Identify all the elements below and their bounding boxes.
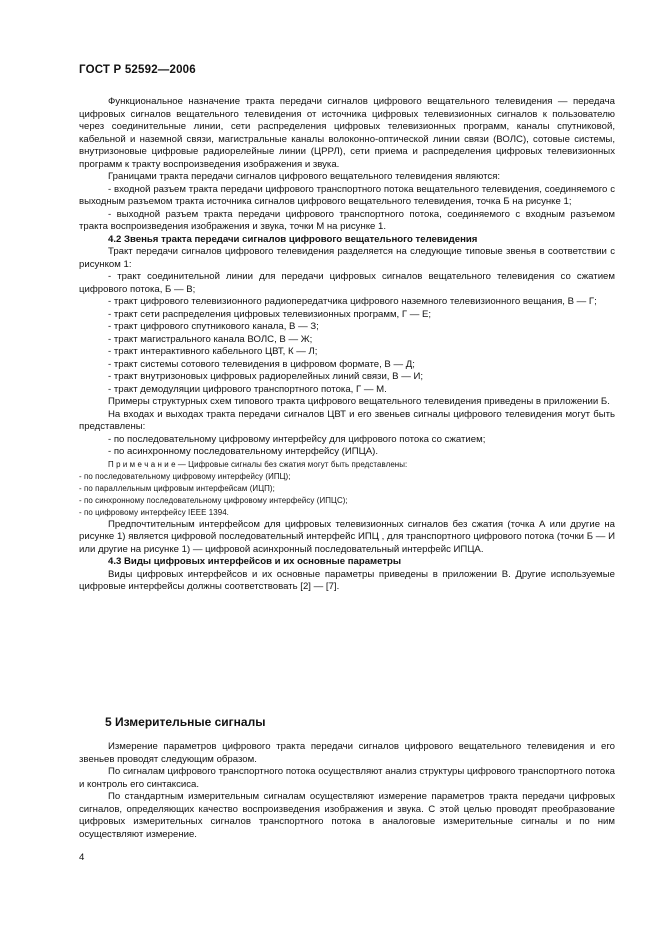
note-item: - по синхронному последовательному цифровому интерфейсу (ИПЦС); — [79, 495, 348, 505]
paragraph: Измерение параметров цифрового тракта передачи сигналов цифрового вещательного телевидения и его звеньев проводят следующим образом. — [79, 741, 615, 765]
list-item: - тракт внутризоновых цифровых радиорелейных линий связи, В — И; — [108, 371, 424, 382]
paragraph: - входной разъем тракта передачи цифрового транспортного потока вещательного телевидения, соединяемого с выходным разъемом тракта источника сигналов цифрового вещательного телевидения, точка Б на рисунке 1; — [79, 183, 615, 207]
document-header: ГОСТ Р 52592—2006 — [79, 64, 196, 76]
paragraph: Функциональное назначение тракта передачи сигналов цифрового вещательного телевидения — передача цифровых сигналов вещательного телевидения от источника цифровых телевизионных сигналов к пользователю через соединительные линии, сети распределения цифровых телевизионных программ, каналы спутниковой, кабельной и наземной связи, магистральные каналы волоконно-оптической линии связи (ВОЛС), сотовые системы, внутризоновые цифровые радиорелейные линии (ЦРРЛ), сети приема и распределения цифровых телевизионных программ к тракту воспроизведения изображения и звука. — [79, 96, 615, 170]
list-item: - тракт цифрового телевизионного радиопередатчика цифрового наземного телевизионного вещания, В — Г; — [108, 296, 597, 307]
subsection-title-4-2: 4.2 Звенья тракта передачи сигналов цифрового вещательного телевидения — [108, 233, 478, 245]
note-title: П р и м е ч а н и е — Цифровые сигналы без сжатия могут быть представлены: — [108, 459, 408, 469]
paragraph: На входах и выходах тракта передачи сигналов ЦВТ и его звеньев сигналы цифрового телевидения могут быть представлены: — [79, 408, 615, 432]
list-item: - тракт магистрального канала ВОЛС, В — Ж; — [108, 333, 313, 345]
list-item: - по последовательному цифровому интерфейсу для цифрового потока со сжатием; — [108, 433, 486, 445]
main-text — [79, 96, 615, 594]
paragraph: Тракт передачи сигналов цифрового телевидения разделяется на следующие типовые звенья в соответствии с рисунком 1: — [79, 246, 615, 270]
note-item: - по цифровому интерфейсу IEEE 1394. — [79, 507, 229, 517]
list-item: - тракт соединительной линии для передачи цифровых сигналов вещательного телевидения со сжатием цифрового потока, Б — В; — [79, 271, 615, 295]
subsection-title-4-3: 4.3 Виды цифровых интерфейсов и их основные параметры — [108, 556, 402, 568]
list-item: - тракт демодуляции цифрового транспортного потока, Г — М. — [108, 383, 387, 395]
page-number: 4 — [79, 852, 85, 863]
section-5 — [79, 715, 615, 841]
paragraph: Виды цифровых интерфейсов и их основные параметры приведены в приложении В. Другие используемые цифровые интерфейсы должны соответствовать [2] — [7]. — [79, 568, 615, 593]
paragraph: Примеры структурных схем типового тракта цифрового вещательного телевидения приведены в приложении Б. — [108, 396, 610, 407]
paragraph: По стандартным измерительным сигналам осуществляют измерение параметров тракта передачи цифровых сигналов, определяющих качество воспроизведения изображения и звука. С этой целью проводят преобразование цифровых измерительных сигналов транспортного потока в аналоговые измерительные сигналы и по ним осуществляют измерение. — [79, 791, 615, 840]
section-title-5: 5 Измерительные сигналы — [105, 715, 266, 729]
note-item: - по последовательному цифровому интерфейсу (ИПЦ); — [79, 471, 291, 481]
paragraph: - выходной разъем тракта передачи цифрового транспортного потока, соединяемого с входным разъемом тракта воспроизведения изображения и звука, точки М на рисунке 1. — [79, 208, 615, 232]
list-item: - тракт системы сотового телевидения в цифровом формате, В — Д; — [108, 358, 415, 370]
list-item: - тракт цифрового спутникового канала, В — З; — [108, 321, 319, 332]
list-item: - по асинхронному последовательному интерфейсу (ИПЦА). — [108, 446, 379, 457]
paragraph: Границами тракта передачи сигналов цифрового вещательного телевидения являются: — [108, 171, 501, 182]
list-item: - тракт сети распределения цифровых телевизионных программ, Г — Е; — [108, 308, 432, 320]
list-item: - тракт интерактивного кабельного ЦВТ, К — Л; — [108, 346, 318, 357]
note-item: - по параллельным цифровым интерфейсам (ИЦП); — [79, 483, 275, 493]
paragraph: По сигналам цифрового транспортного потока осуществляют анализ структуры цифрового транспортного потока и контроль его синтаксиса. — [79, 766, 615, 790]
paragraph: Предпочтительным интерфейсом для цифровых телевизионных сигналов без сжатия (точка А или другие на рисунке 1) является цифровой последовательный интерфейс ИПЦ , для транспортного цифрового потока (точки Б — И или другие на рисунке 1) — цифровой асинхронный последовательный интерфейс ИПЦА. — [79, 518, 615, 555]
